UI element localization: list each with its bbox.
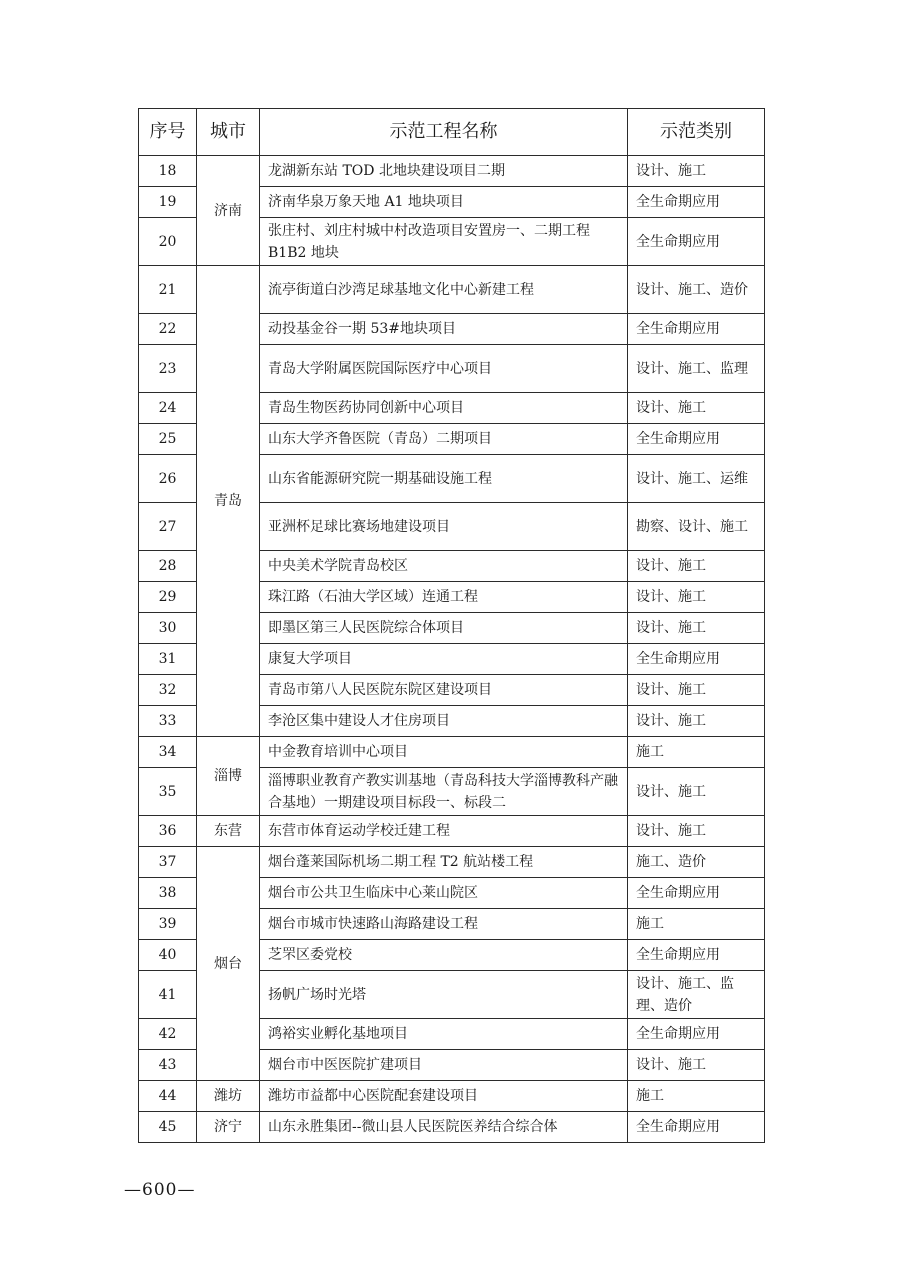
project-category: 勘察、设计、施工 <box>628 503 765 551</box>
project-name: 动投基金谷一期 53#地块项目 <box>260 314 628 345</box>
project-category: 设计、施工 <box>628 1050 765 1081</box>
city-cell: 东营 <box>197 816 260 847</box>
project-category: 全生命期应用 <box>628 1019 765 1050</box>
row-number: 35 <box>139 768 197 816</box>
project-name: 李沧区集中建设人才住房项目 <box>260 706 628 737</box>
project-name: 潍坊市益都中心医院配套建设项目 <box>260 1081 628 1112</box>
row-number: 42 <box>139 1019 197 1050</box>
project-category: 设计、施工、运维 <box>628 455 765 503</box>
project-category: 设计、施工、监理、造价 <box>628 971 765 1019</box>
row-number: 37 <box>139 847 197 878</box>
header-category: 示范类别 <box>628 109 765 156</box>
project-name: 珠江路（石油大学区域）连通工程 <box>260 582 628 613</box>
row-number: 29 <box>139 582 197 613</box>
project-name: 龙湖新东站 TOD 北地块建设项目二期 <box>260 156 628 187</box>
project-name: 青岛大学附属医院国际医疗中心项目 <box>260 345 628 393</box>
project-name: 康复大学项目 <box>260 644 628 675</box>
row-number: 24 <box>139 393 197 424</box>
project-name: 济南华泉万象天地 A1 地块项目 <box>260 187 628 218</box>
row-number: 39 <box>139 909 197 940</box>
header-city: 城市 <box>197 109 260 156</box>
row-number: 34 <box>139 737 197 768</box>
row-number: 43 <box>139 1050 197 1081</box>
row-number: 38 <box>139 878 197 909</box>
row-number: 36 <box>139 816 197 847</box>
project-name: 流亭街道白沙湾足球基地文化中心新建工程 <box>260 266 628 314</box>
project-name: 烟台蓬莱国际机场二期工程 T2 航站楼工程 <box>260 847 628 878</box>
table-row <box>139 737 765 768</box>
table-row <box>139 847 765 878</box>
city-cell: 青岛 <box>197 266 260 737</box>
city-cell: 烟台 <box>197 847 260 1081</box>
row-number: 19 <box>139 187 197 218</box>
table-row <box>139 156 765 187</box>
project-category: 全生命期应用 <box>628 424 765 455</box>
project-category: 全生命期应用 <box>628 878 765 909</box>
project-name: 鸿裕实业孵化基地项目 <box>260 1019 628 1050</box>
project-name: 扬帆广场时光塔 <box>260 971 628 1019</box>
row-number: 27 <box>139 503 197 551</box>
project-name: 烟台市公共卫生临床中心莱山院区 <box>260 878 628 909</box>
project-category: 全生命期应用 <box>628 218 765 266</box>
city-cell: 淄博 <box>197 737 260 816</box>
project-category: 设计、施工 <box>628 613 765 644</box>
project-category: 全生命期应用 <box>628 187 765 218</box>
row-number: 20 <box>139 218 197 266</box>
project-name: 芝罘区委党校 <box>260 940 628 971</box>
row-number: 18 <box>139 156 197 187</box>
row-number: 45 <box>139 1112 197 1143</box>
project-category: 设计、施工 <box>628 768 765 816</box>
project-category: 设计、施工 <box>628 675 765 706</box>
project-name: 东营市体育运动学校迁建工程 <box>260 816 628 847</box>
project-category: 全生命期应用 <box>628 1112 765 1143</box>
row-number: 44 <box>139 1081 197 1112</box>
project-name: 山东大学齐鲁医院（青岛）二期项目 <box>260 424 628 455</box>
project-name: 中央美术学院青岛校区 <box>260 551 628 582</box>
project-category: 设计、施工、造价 <box>628 266 765 314</box>
table-body <box>139 156 765 1143</box>
table-header-row <box>139 109 765 156</box>
project-name: 中金教育培训中心项目 <box>260 737 628 768</box>
row-number: 25 <box>139 424 197 455</box>
row-number: 32 <box>139 675 197 706</box>
row-number: 31 <box>139 644 197 675</box>
row-number: 30 <box>139 613 197 644</box>
project-name: 山东省能源研究院一期基础设施工程 <box>260 455 628 503</box>
project-category: 施工 <box>628 1081 765 1112</box>
project-name: 即墨区第三人民医院综合体项目 <box>260 613 628 644</box>
project-name: 青岛市第八人民医院东院区建设项目 <box>260 675 628 706</box>
city-cell: 潍坊 <box>197 1081 260 1112</box>
row-number: 23 <box>139 345 197 393</box>
project-name: 张庄村、刘庄村城中村改造项目安置房一、二期工程 B1B2 地块 <box>260 218 628 266</box>
row-number: 41 <box>139 971 197 1019</box>
project-category: 设计、施工 <box>628 582 765 613</box>
project-name: 青岛生物医药协同创新中心项目 <box>260 393 628 424</box>
row-number: 40 <box>139 940 197 971</box>
table-row <box>139 1081 765 1112</box>
table-row <box>139 1112 765 1143</box>
project-category: 设计、施工 <box>628 706 765 737</box>
project-category: 施工 <box>628 909 765 940</box>
project-category: 施工、造价 <box>628 847 765 878</box>
row-number: 22 <box>139 314 197 345</box>
project-name: 亚洲杯足球比赛场地建设项目 <box>260 503 628 551</box>
row-number: 28 <box>139 551 197 582</box>
project-category: 全生命期应用 <box>628 314 765 345</box>
project-name: 烟台市城市快速路山海路建设工程 <box>260 909 628 940</box>
project-name: 烟台市中医医院扩建项目 <box>260 1050 628 1081</box>
row-number: 26 <box>139 455 197 503</box>
table-row <box>139 266 765 314</box>
row-number: 33 <box>139 706 197 737</box>
header-num: 序号 <box>139 109 197 156</box>
project-category: 设计、施工 <box>628 393 765 424</box>
page-number: —600— <box>124 1180 196 1200</box>
demo-projects-table <box>138 108 765 1143</box>
project-category: 设计、施工 <box>628 816 765 847</box>
table-row <box>139 816 765 847</box>
project-category: 设计、施工 <box>628 156 765 187</box>
project-name: 山东永胜集团--微山县人民医院医养结合综合体 <box>260 1112 628 1143</box>
city-cell: 济南 <box>197 156 260 266</box>
project-category: 设计、施工 <box>628 551 765 582</box>
header-name: 示范工程名称 <box>260 109 628 156</box>
project-category: 全生命期应用 <box>628 644 765 675</box>
project-category: 施工 <box>628 737 765 768</box>
project-name: 淄博职业教育产教实训基地（青岛科技大学淄博教科产融合基地）一期建设项目标段一、标段二 <box>260 768 628 816</box>
project-category: 设计、施工、监理 <box>628 345 765 393</box>
row-number: 21 <box>139 266 197 314</box>
project-category: 全生命期应用 <box>628 940 765 971</box>
city-cell: 济宁 <box>197 1112 260 1143</box>
